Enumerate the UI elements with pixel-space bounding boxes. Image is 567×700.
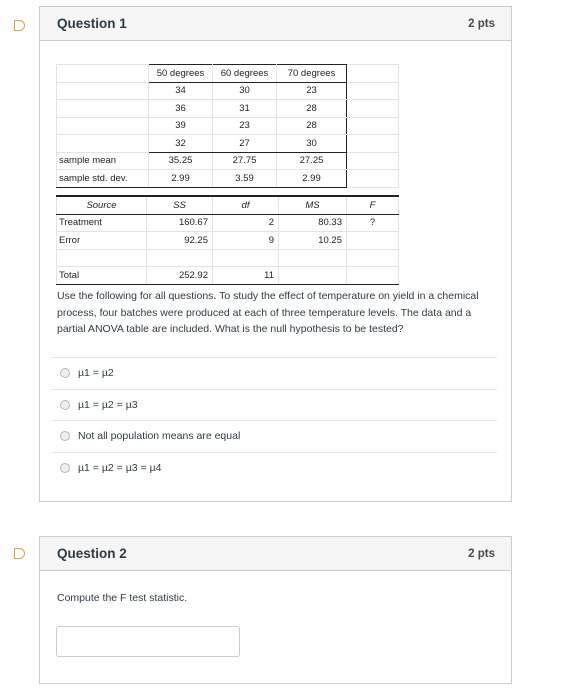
table-cell: 39 [149,117,213,135]
table-cell: 35.25 [149,152,213,170]
col-header: 70 degrees [277,65,347,83]
answer-label: µ1 = µ2 = µ3 = µ4 [78,461,162,474]
table-cell: 2.99 [149,170,213,188]
radio-button[interactable] [60,400,70,410]
anova-cell: 9 [213,232,279,250]
anova-cell: 80.33 [279,214,347,232]
radio-button[interactable] [60,368,70,378]
table-cell: 3.59 [213,170,277,188]
anova-header: SS [147,196,213,214]
table-cell: 31 [213,100,277,118]
table-cell: 23 [213,117,277,135]
question-points: 2 pts [468,547,495,560]
answer-option[interactable] [51,420,497,452]
answer-label: µ1 = µ2 [78,367,114,380]
table-cell: 36 [149,100,213,118]
table-cell: 27.75 [213,152,277,170]
bookmark-flag-icon[interactable] [14,548,25,559]
table-cell: 30 [213,82,277,100]
bookmark-flag-icon[interactable] [14,20,25,31]
table-cell: 2.99 [277,170,347,188]
table-cell: 27 [213,135,277,153]
anova-header: Source [57,196,147,214]
answer-label: µ1 = µ2 = µ3 [78,398,138,411]
answer-label: Not all population means are equal [78,430,241,443]
anova-cell: 92.25 [147,232,213,250]
answer-list [51,357,497,483]
answer-option[interactable] [51,389,497,421]
anova-cell: 11 [213,267,279,285]
anova-cell: 10.25 [279,232,347,250]
question-text: Use the following for all questions. To study the effect of temperature on yield in a chemical process, four batches were produced at each of three temperature levels. The data and a partial ANOVA table are included. What is the null hypothesis to be tested? [57,290,479,335]
anova-source: Total [57,267,147,285]
anova-cell: ? [347,214,399,232]
anova-cell: 2 [213,214,279,232]
table-cell: 28 [277,117,347,135]
question-2-card [39,536,512,684]
anova-cell: 252.92 [147,267,213,285]
table-cell: 27.25 [277,152,347,170]
answer-option[interactable] [51,452,497,484]
anova-source: Treatment [57,214,147,232]
anova-cell: 160.67 [147,214,213,232]
anova-header: df [213,196,279,214]
question-2-header [40,537,511,571]
table-cell: 32 [149,135,213,153]
question-title: Question 1 [57,16,127,31]
anova-table [56,195,399,285]
col-header: 50 degrees [149,65,213,83]
table-cell: 23 [277,82,347,100]
col-header: 60 degrees [213,65,277,83]
question-1-header [40,7,511,41]
question-text: Compute the F test statistic. [57,592,188,604]
data-table [56,64,399,188]
answer-input[interactable] [56,626,240,657]
question-points: 2 pts [468,17,495,30]
anova-header: MS [279,196,347,214]
anova-header: F [347,196,399,214]
radio-button[interactable] [60,431,70,441]
row-label: sample std. dev. [57,170,149,188]
question-title: Question 2 [57,546,127,561]
table-cell: 34 [149,82,213,100]
radio-button[interactable] [60,463,70,473]
anova-source: Error [57,232,147,250]
table-cell: 28 [277,100,347,118]
table-cell: 30 [277,135,347,153]
answer-option[interactable] [51,357,497,389]
row-label: sample mean [57,152,149,170]
